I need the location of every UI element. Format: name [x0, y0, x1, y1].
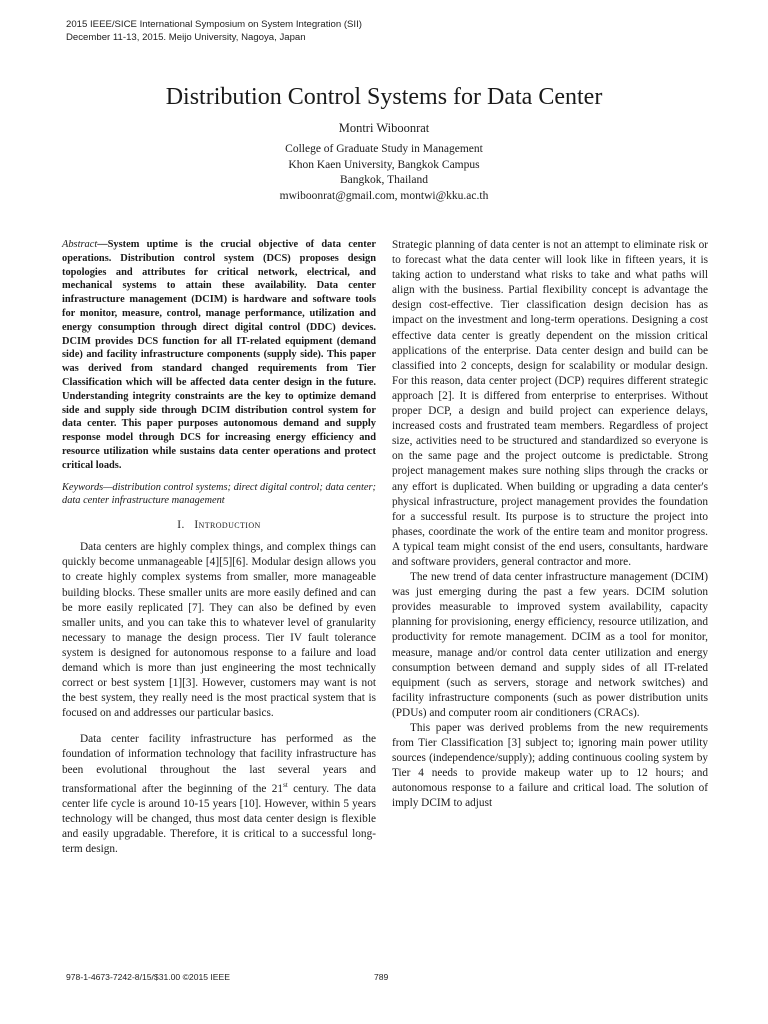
keywords: Keywords—distribution control systems; direct digital control; data center; data center infrastructure management	[62, 481, 376, 507]
intro-paragraph-2-text-b: century. The data center life cycle is around 10-15 years [10]. However, within 5 years technology will be changed, thus most data center design is flexible and easily upgradable. Therefore, it is critical to a successful long-term design.	[62, 782, 376, 855]
abstract-label: Abstract	[62, 239, 98, 250]
author-email: mwiboonrat@gmail.com, montwi@kku.ac.th	[279, 189, 489, 202]
intro-paragraph-2-text-a: Data center facility infrastructure has performed as the foundation of information technology that facility infrastructure has been evolutional throughout the last several years and transformational after the beginning of the 21	[62, 733, 376, 795]
section-heading-introduction	[62, 518, 376, 533]
left-column	[62, 238, 376, 857]
superscript-st: st	[283, 780, 288, 789]
conference-date-venue: December 11-13, 2015. Meijo University, Nagoya, Japan	[66, 32, 306, 43]
right-paragraph-3: This paper was derived problems from the new requirements from Tier Classification [3] subject to; ignoring main power utility sources (independence/supply); adding continuous cooling system by Tier 4 needs to provide makeup water up to 12 hours; and autonomous response to a failure and critical load. The solution of imply DCIM to adjust	[392, 722, 708, 810]
author-affiliation	[0, 142, 768, 204]
abstract-dash: —	[97, 239, 108, 250]
abstract-text: System uptime is the crucial objective of data center operations. Distribution control system (DCS) proposes design topologies and attributes for critical network, electrical, and mechanical systems to attain these availability. Data center infrastructure management (DCIM) is hardware and software tools for monitor, measure, control, manage performance, utilization and energy consumption through direct digital control (DDC) devices. DCIM provides DCS function for all IT-related equipment (demand side) and facility infrastructure components (supply side). This paper was derived from standard changed requirements from Tier Classification which will be affected data center design in the future. Understanding integrity constraints are the key to optimize demand side and supply side through DCIM distribution control system for data center. This paper purposes autonomous demand and supply response model through DCS for increasing energy efficiency and resource utilization while sustains data center operations and protect critical loads.	[62, 239, 376, 471]
right-paragraph-2: The new trend of data center infrastructure management (DCIM) was just emerging during the past a few years. DCIM solution provides measurable to improved system availability, capacity planning for provisioning, energy efficiency, resource utilization, and productivity for remote management. DCIM as a tool for monitor, measure, manage and/or control data center utilization and energy consumption between demand and supply sides of all IT-related equipment (such as servers, storage and network switches) and facility infrastructure components (such as power distribution units (PDUs) and computer room air conditioners (CRACs).	[392, 571, 708, 719]
affiliation-location: Bangkok, Thailand	[340, 174, 428, 186]
abstract	[62, 238, 376, 473]
intro-paragraph-1: Data centers are highly complex things, and complex things can quickly become unmanageable [4][5][6]. Modular design allows you to create highly complex systems from smaller, more manageable building blocks. These smaller units are more easily defined and can be more easily replicated [7]. They can also be defined by even smaller units, and you can take this to whatever level of granularity necessary to manage the design process. Tier IV fault tolerance system is designed for autonomous response to a failure and load demand which is more than just engineering the most technically correct or best system [1][3]. However, customers may want is not the best system, they really need is the most practical system that is focused on and addresses our particular basics.	[62, 541, 376, 720]
right-paragraph-1: Strategic planning of data center is not an attempt to eliminate risk or to forecast what the data center will look like in fifteen years, it is taking action to understand what risks to take and what paths will align with the business. Partial flexibility concept is advantage the design cost-effective. Tier classification design decision has as impact on the investment and long-term operations. Designing a cost effective data center is greatly dependent on the mission critical applications of the enterprise. Data center design and build can be classified into 2 concepts, design for scalability or modular design. For this reason, data center project (DCP) requires different strategic approach [2]. It is differed from enterprise to enterprises. Without proper DCP, a design and build project can experience delays, increased costs and frustrated team members. Regardless of project size, activities need to be structured and standardized so everyone is on the same page and the project outcome is predictable. Strong project management makes sure nothing slips through the cracks or any effort is duplicated. When building or upgrading a data center's physical infrastructure, project management provides the foundation for a successful result. Its purpose is to structure the project into phases, coordinate the work of the entire team and monitor progress. A typical team might consist of the end users, consultants, hardware and software providers, general contractor and more.	[392, 239, 708, 568]
right-column	[392, 238, 708, 812]
section-number: I.	[177, 519, 185, 532]
affiliation-college: College of Graduate Study in Management	[285, 143, 483, 155]
title-block	[0, 82, 768, 204]
page-number: 789	[374, 972, 389, 982]
footer-isbn: 978-1-4673-7242-8/15/$31.00 ©2015 IEEE	[66, 972, 231, 982]
paper-title: Distribution Control Systems for Data Center	[165, 84, 603, 110]
author-name: Montri Wiboonrat	[338, 121, 430, 135]
conference-header	[66, 18, 362, 44]
intro-paragraph-2	[62, 732, 376, 857]
affiliation-university: Khon Kaen University, Bangkok Campus	[288, 158, 480, 171]
section-title: Introduction	[194, 519, 261, 532]
conference-name: 2015 IEEE/SICE International Symposium on System Integration (SII)	[66, 19, 362, 30]
